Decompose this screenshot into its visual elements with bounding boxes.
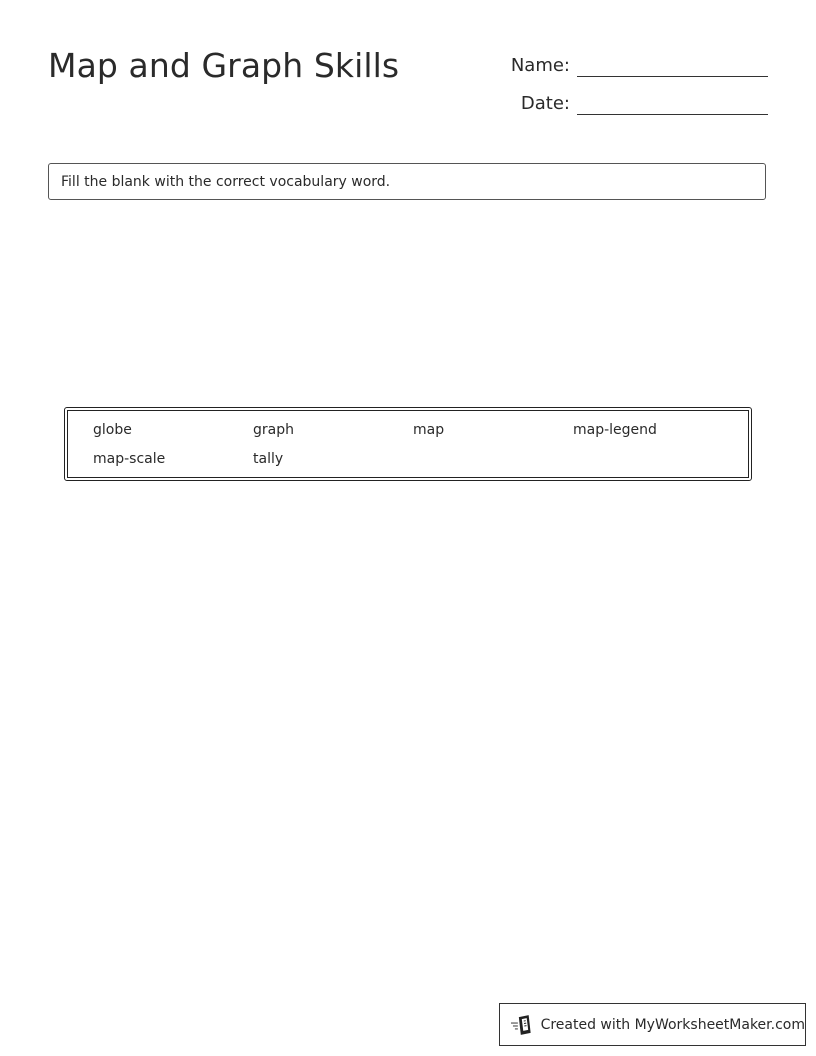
date-field — [521, 86, 768, 116]
page-title: Map and Graph Skills — [48, 46, 400, 85]
created-with-badge[interactable] — [499, 1003, 806, 1046]
word-bank — [64, 407, 752, 481]
name-blank-line[interactable] — [577, 76, 768, 77]
word-bank-item: globe — [93, 422, 132, 438]
word-bank-item: map-scale — [93, 451, 166, 467]
worksheet-logo-icon — [510, 1014, 534, 1036]
word-bank-item: graph — [253, 422, 294, 438]
name-label: Name: — [510, 55, 570, 76]
word-bank-item: map-legend — [573, 422, 657, 438]
footer-text: Created with MyWorksheetMaker.com — [540, 1016, 805, 1033]
instructions-box — [48, 163, 766, 200]
instructions-text: Fill the blank with the correct vocabulary word. — [61, 173, 391, 190]
word-bank-item: map — [413, 422, 445, 438]
date-blank-line[interactable] — [577, 114, 768, 115]
word-bank-item: tally — [253, 451, 284, 467]
date-label: Date: — [520, 93, 570, 114]
name-field — [511, 48, 768, 78]
